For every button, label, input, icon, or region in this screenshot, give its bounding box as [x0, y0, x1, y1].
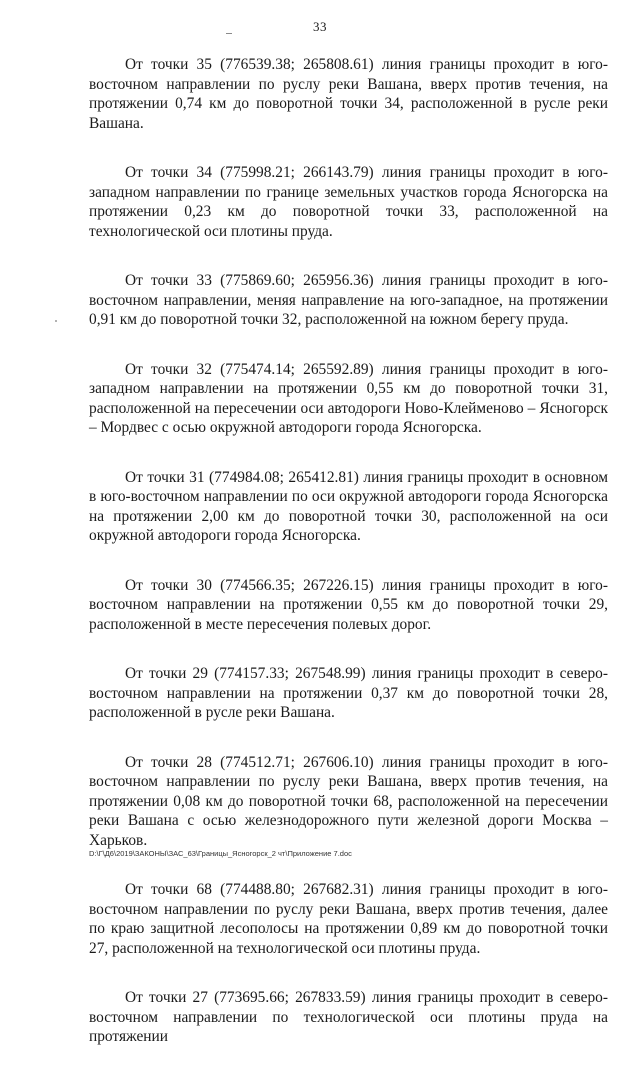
paragraph-point-32: От точки 32 (775474.14; 265592.89) линия границы проходит в юго-западном направлении на протяжении 0,55 км до поворотной точки 31, расположенной на пересечении оси автодороги Ново-Клейменово – Ясногорск – Мордвес с осью окружной автодороги города Ясногорска.	[89, 360, 608, 436]
paragraph-point-31: От точки 31 (774984.08; 265412.81) линия границы проходит в основном в юго-восточном направлении по оси окружной автодороги города Ясногорска на протяжении 2,00 км до поворотной точки 30, расположенной на оси окружной автодороги города Ясногорска.	[89, 468, 608, 544]
paragraph-point-68: От точки 68 (774488.80; 267682.31) линия границы проходит в юго-восточном направлении по руслу реки Вашана, вверх против течения, далее по краю защитной лесополосы на протяжении 0,89 км до поворотной точки 27, расположенной на технологической оси плотины пруда.	[89, 881, 608, 957]
paragraph-point-30: От точки 30 (774566.35; 267226.15) линия границы проходит в юго-восточном направлении на протяжении 0,55 км до поворотной точки 29, расположенной в месте пересечения полевых дорог.	[89, 576, 608, 633]
paragraph-point-34: От точки 34 (775998.21; 266143.79) линия границы проходит в юго-западном направлении по границе земельных участков города Ясногорска на протяжении 0,23 км до поворотной точки 33, расположенной на технологической оси плотины пруда.	[89, 164, 608, 240]
margin-dot	[55, 320, 57, 322]
document-body	[89, 55, 608, 1077]
paragraph-point-33: От точки 33 (775869.60; 265956.36) линия границы проходит в юго-восточном направлении, меняя направление на юго-западное, на протяжении 0,91 км до поворотной точки 32, расположенной на южном берегу пруда.	[89, 272, 608, 328]
footer-file-path: D:\Г\Д6\2019\ЗАКОНЫ\ЗАС_63\Границы_Ясногорск_2 чт\Приложение 7.doc	[89, 849, 352, 858]
scan-mark	[226, 33, 232, 34]
page-number: 33	[313, 19, 327, 34]
paragraph-point-29: От точки 29 (774157.33; 267548.99) линия границы проходит в северо-восточном направлении на протяжении 0,37 км до поворотной точки 28, расположенной в русле реки Вашана.	[89, 665, 608, 721]
paragraph-point-35: От точки 35 (776539.38; 265808.61) линия границы проходит в юго-восточном направлении по руслу реки Вашана, вверх против течения, на протяжении 0,74 км до поворотной точки 34, расположенной в русле реки Вашана.	[89, 56, 608, 132]
paragraph-point-27: От точки 27 (773695.66; 267833.59) линия границы проходит в северо-восточном направлении по технологической оси плотины пруда на протяжении	[89, 989, 608, 1045]
paragraph-point-28: От точки 28 (774512.71; 267606.10) линия границы проходит в юго-восточном направлении по руслу реки Вашана, вверх против течения, на протяжении 0,08 км до поворотной точки 68, расположенной на пересечении реки Вашана с осью железнодорожного пути железной дороги Москва – Харьков.	[89, 753, 608, 849]
